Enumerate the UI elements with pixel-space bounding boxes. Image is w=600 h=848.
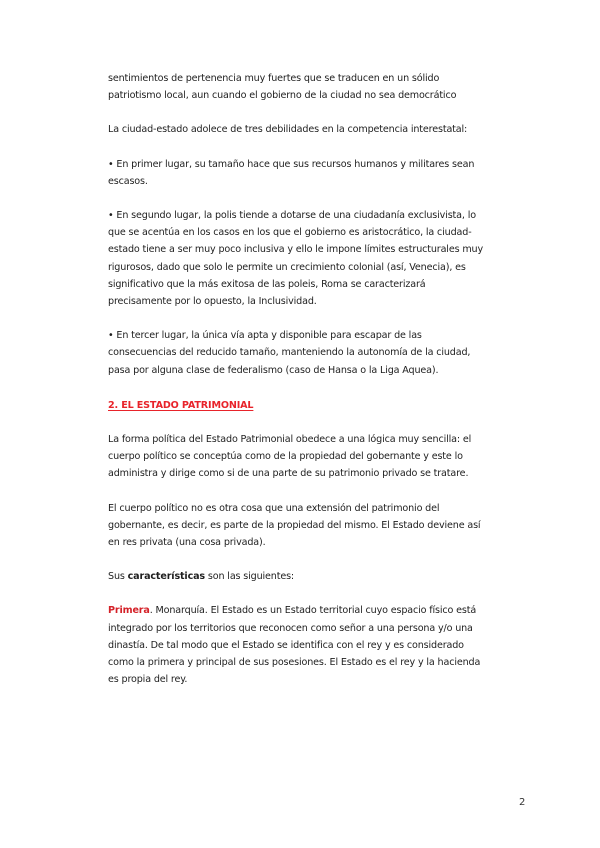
paragraph: La ciudad-estado adolece de tres debilidades en la competencia interestatal: (108, 124, 468, 136)
page-content (108, 70, 488, 688)
paragraph: El cuerpo político no es otra cosa que una extensión del patrimonio del gobernante, es decir, es parte de la propiedad del mismo. El Estado deviene así en res privata (una cosa privada). (108, 502, 481, 549)
paragraph (108, 568, 488, 585)
page-number: 2 (519, 797, 526, 808)
paragraph: La forma política del Estado Patrimonial obedece a una lógica muy sencilla: el cuerpo político se conceptúa como de la propiedad del gobernante y este lo administra y dirige como si de una parte de su patrimonio privado se tratare. (108, 434, 472, 480)
paragraph: sentimientos de pertenencia muy fuertes que se traducen en un sólido patriotismo local, aun cuando el gobierno de la ciudad no sea democrático (108, 73, 457, 102)
item-label: Primera (108, 605, 150, 617)
text-span: Sus (108, 571, 128, 583)
paragraph (108, 602, 488, 688)
bullet-paragraph: • En segundo lugar, la polis tiende a dotarse de una ciudadanía exclusivista, lo que se acentúa en los casos en los que el gobierno es aristocrático, la ciudad-estado tiene a ser muy poco inclusiva y ello le impone límites estructurales muy rigurosos, dado que solo le permite un crecimiento colonial (así, Venecia), es significativo que la más exitosa de las poleis, Roma se caracterizará precisamente por lo opuesto, la Inclusividad. (108, 210, 483, 308)
section-heading: 2. EL ESTADO PATRIMONIAL (108, 399, 254, 411)
bullet-paragraph: • En tercer lugar, la única vía apta y disponible para escapar de las consecuencias del reducido tamaño, manteniendo la autonomía de la ciudad, pasa por alguna clase de federalismo (caso de Hansa o la Liga Aquea). (108, 330, 471, 376)
text-span: . Monarquía. El Estado es un Estado territorial cuyo espacio físico está integrado por los territorios que reconocen como señor a una persona y/o una dinastía. De tal modo que el Estado se identifica con el rey y es considerado como la primera y principal de sus posesiones. El Estado es el rey y la hacienda es propia del rey. (108, 605, 481, 686)
bold-term: características (127, 571, 205, 583)
text-span: son las siguientes: (205, 571, 295, 583)
bullet-paragraph: • En primer lugar, su tamaño hace que sus recursos humanos y militares sean escasos. (108, 158, 475, 187)
